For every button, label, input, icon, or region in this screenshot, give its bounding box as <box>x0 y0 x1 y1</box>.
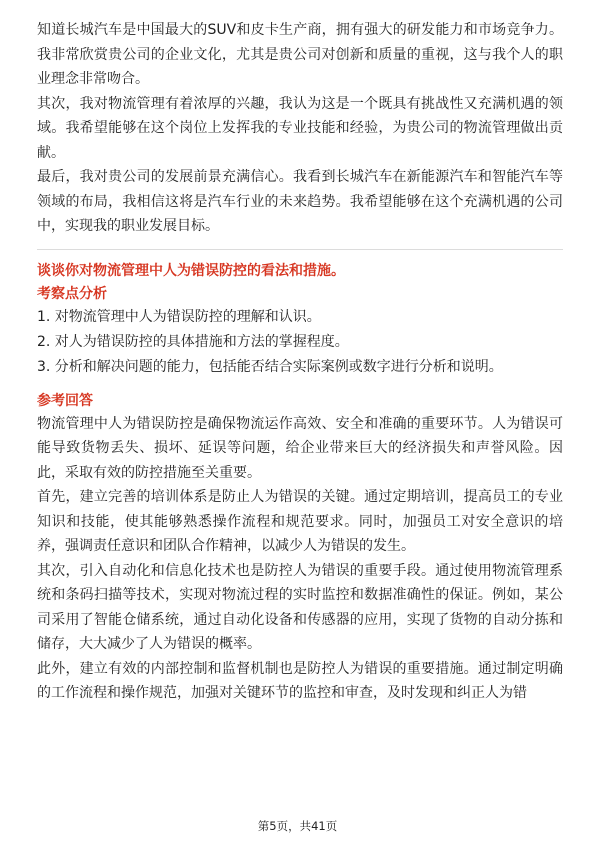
document-page <box>37 18 563 706</box>
intro-paragraph: 最后，我对贵公司的发展前景充满信心。我看到长城汽车在新能源汽车和智能汽车等领域的布局，我相信这将是汽车行业的未来趋势。我希望能够在这个充满机遇的公司中，实现我的职业发展目标。 <box>37 169 563 234</box>
intro-paragraph: 知道长城汽车是中国最大的SUV和皮卡生产商，拥有强大的研发能力和市场竞争力。我非常欣赏贵公司的企业文化，尤其是贵公司对创新和质量的重视，这与我个人的职业理念非常吻合。 <box>37 22 563 87</box>
page-number: 第5页，共41页 <box>257 819 338 833</box>
answer-paragraph: 此外，建立有效的内部控制和监督机制也是防控人为错误的重要措施。通过制定明确的工作流程和操作规范，加强对关键环节的监控和审查，及时发现和纠正人为错 <box>37 660 563 701</box>
answer-paragraph: 其次，引入自动化和信息化技术也是防控人为错误的重要手段。通过使用物流管理系统和条码扫描等技术，实现对物流过程的实时监控和数据准确性的保证。例如，某公司采用了智能仓储系统，通过自动化设备和传感器的应用，实现了货物的自动分拣和储存，大大减少了人为错误的概率。 <box>37 562 563 652</box>
answer-paragraph: 物流管理中人为错误防控是确保物流运作高效、安全和准确的重要环节。人为错误可能导致货物丢失、损坏、延误等问题，给企业带来巨大的经济损失和声誉风险。因此，采取有效的防控措施至关重要。 <box>37 415 563 481</box>
intro-paragraph: 其次，我对物流管理有着浓厚的兴趣，我认为这是一个既具有挑战性又充满机遇的领域。我希望能够在这个岗位上发挥我的专业技能和经验，为贵公司的物流管理做出贡献。 <box>37 95 563 161</box>
analysis-item: 2. 对人为错误防控的具体措施和方法的掌握程度。 <box>37 333 349 350</box>
answer-label: 参考回答 <box>37 392 93 409</box>
spacer <box>37 380 563 390</box>
divider-line <box>37 249 563 250</box>
analysis-item: 1. 对物流管理中人为错误防控的理解和认识。 <box>37 308 321 325</box>
question-heading: 谈谈你对物流管理中人为错误防控的看法和措施。 <box>37 262 345 279</box>
section-separator <box>37 239 563 259</box>
answer-paragraph: 首先，建立完善的培训体系是防止人为错误的关键。通过定期培训，提高员工的专业知识和技能，使其能够熟悉操作流程和规范要求。同时，加强员工对安全意识的培养，强调责任意识和团队合作精神，以减少人为错误的发生。 <box>37 489 563 554</box>
analysis-label: 考察点分析 <box>37 285 107 302</box>
analysis-item: 3. 分析和解决问题的能力，包括能否结合实际案例或数字进行分析和说明。 <box>37 358 503 375</box>
